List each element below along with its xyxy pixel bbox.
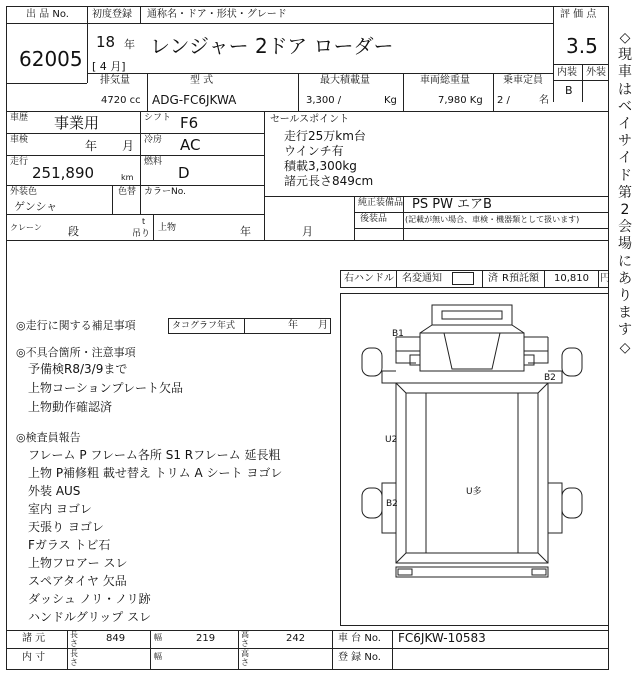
reg-year: 18 [96, 33, 116, 51]
sales-point-3: 積載3,300kg [284, 159, 357, 173]
upper-year: 年 [240, 225, 251, 238]
displacement-label: 排気量 [100, 75, 130, 86]
inspector-title: ◎検査員報告 [16, 431, 81, 444]
venue-banner: ◇現車はベイサイド第2会場にあります◇ [618, 30, 632, 356]
mileage-unit: km [121, 173, 134, 182]
color-change-label: 色替 [118, 187, 137, 197]
length-value: 849 [106, 633, 126, 644]
tacho-year: 年 [288, 320, 298, 331]
defects-title: ◎不具合箇所・注意事項 [16, 346, 136, 359]
inspection-year: 年 [85, 139, 98, 153]
mileage-label: 走行 [10, 157, 29, 167]
aftermarket-note: (記載が無い場合、車検・機器類として扱います) [405, 215, 580, 224]
mark-b2-right: B2 [544, 373, 556, 383]
aftermarket-label: 後装品 [360, 214, 388, 224]
shift-value: F6 [180, 114, 199, 132]
crane-t: t [142, 217, 146, 226]
std-equipment-items: PS PW エアB [412, 197, 492, 212]
capacity-unit: 名 [539, 95, 549, 106]
sales-point-4: 諸元長さ849cm [284, 174, 374, 188]
upper-label: 上物 [158, 223, 177, 233]
recycle-amount: 10,810 [554, 273, 589, 284]
chassis-label: 車 台 No. [338, 633, 381, 644]
yen-unit: 円 [600, 273, 610, 284]
inspector-line-2: 上物 P補修粗 載せ替え トリム A シート ヨゴレ [28, 466, 283, 480]
gross-weight-label: 車両総重量 [420, 75, 470, 86]
capacity-value: 2 / [497, 95, 510, 106]
reg-month: [ 4 月] [92, 60, 126, 73]
car-name-label: 通称名・ドア・形状・グレード [147, 9, 287, 20]
crane-stage: 段 [68, 225, 79, 238]
std-equipment-label: 純正装備品 [358, 198, 404, 208]
inspection-label: 車検 [10, 135, 29, 145]
max-load-label: 最大積載量 [320, 75, 370, 86]
inner-height-label: 高さ [241, 649, 249, 667]
inner-width-label: 幅 [154, 652, 162, 661]
model-label: 型 式 [190, 75, 214, 86]
inspector-line-6: Fガラス トビ石 [28, 538, 111, 552]
inspector-line-10: ハンドルグリップ スレ [28, 610, 152, 624]
specs-label: 諸 元 [22, 633, 46, 644]
first-reg-label: 初度登録 [92, 9, 132, 20]
inspector-line-7: 上物フロアー スレ [28, 556, 128, 570]
mark-b1: B1 [392, 329, 404, 339]
name-change-box [452, 272, 474, 285]
inspector-line-5: 天張り ヨゴレ [28, 520, 104, 534]
crane-hang: 吊り [132, 229, 151, 239]
height-label: 高さ [241, 630, 249, 648]
sales-point-1: 走行25万km台 [284, 129, 366, 143]
max-load-value: 3,300 / [306, 95, 342, 106]
inner-label: 内 寸 [22, 652, 46, 663]
chassis-value: FC6JKW-10583 [398, 631, 486, 645]
reg-no-label: 登 録 No. [338, 652, 381, 663]
fuel-value: D [178, 164, 190, 182]
gross-weight-value: 7,980 Kg [438, 95, 483, 106]
ac-value: AC [180, 136, 201, 154]
fuel-label: 燃料 [144, 157, 163, 167]
inspector-line-9: ダッシュ ノリ・ノリ跡 [28, 592, 151, 606]
mark-u2: U2 [385, 435, 398, 445]
recycle-label: R預託額 [502, 273, 539, 284]
history-value: 事業用 [54, 114, 100, 132]
width-label: 幅 [154, 633, 162, 642]
defect-line-2: 上物コーションプレート欠品 [28, 381, 184, 395]
sales-point-2: ウインチ有 [284, 144, 344, 158]
inspector-line-3: 外装 AUS [28, 484, 81, 498]
max-load-unit: Kg [384, 95, 397, 106]
ext-color-value: ゲンシャ [14, 200, 58, 213]
interior-grade: B [565, 84, 573, 97]
exterior-label: 外装 [586, 67, 606, 78]
mark-u-many: U多 [466, 487, 482, 497]
ext-color-label: 外装色 [10, 187, 38, 197]
history-label: 車歴 [10, 113, 29, 123]
inspector-line-4: 室内 ヨゴレ [28, 502, 92, 516]
car-name: レンジャー 2ドア ローダー [150, 34, 394, 58]
sales-points-label: セールスポイント [270, 114, 350, 125]
defect-line-1: 予備検R8/3/9まで [28, 362, 128, 376]
lot-label: 出 品 No. [26, 9, 69, 20]
name-change-label: 名変通知 [402, 273, 442, 284]
defect-line-3: 上物動作確認済 [28, 400, 113, 414]
reg-year-unit: 年 [124, 38, 135, 51]
inspection-month: 月 [122, 139, 135, 153]
score-value: 3.5 [566, 34, 598, 58]
mark-b2-left: B2 [386, 499, 398, 509]
inspector-line-1: フレーム P フレーム各所 S1 Rフレーム 延長粗 [28, 448, 281, 462]
width-value: 219 [196, 633, 216, 644]
score-label: 評 価 点 [560, 9, 597, 20]
tacho-month: 月 [318, 320, 328, 331]
inspector-line-8: スペアタイヤ 欠品 [28, 574, 127, 588]
upper-month: 月 [302, 225, 313, 238]
mileage-value: 251,890 [32, 164, 95, 182]
driving-notes-title: ◎走行に関する補足事項 [16, 319, 136, 332]
model-value: ADG-FC6JKWA [152, 93, 237, 107]
capacity-label: 乗車定員 [503, 75, 543, 86]
displacement-value: 4720 cc [101, 95, 141, 106]
crane-label: クレーン [10, 223, 42, 232]
truck-diagram [340, 293, 609, 626]
inner-length-label: 長さ [70, 649, 78, 667]
recycle-prefix: 済 [488, 273, 498, 284]
length-label: 長さ [70, 630, 78, 648]
color-no-label: カラーNo. [144, 187, 186, 197]
shift-label: シフト [144, 113, 172, 123]
tacho-label: タコグラフ年式 [172, 321, 236, 331]
height-value: 242 [286, 633, 306, 644]
ac-label: 冷房 [144, 135, 163, 145]
right-hand-label: 右ハンドル [344, 273, 394, 284]
interior-label: 内装 [557, 67, 577, 78]
lot-number: 62005 [19, 47, 83, 71]
